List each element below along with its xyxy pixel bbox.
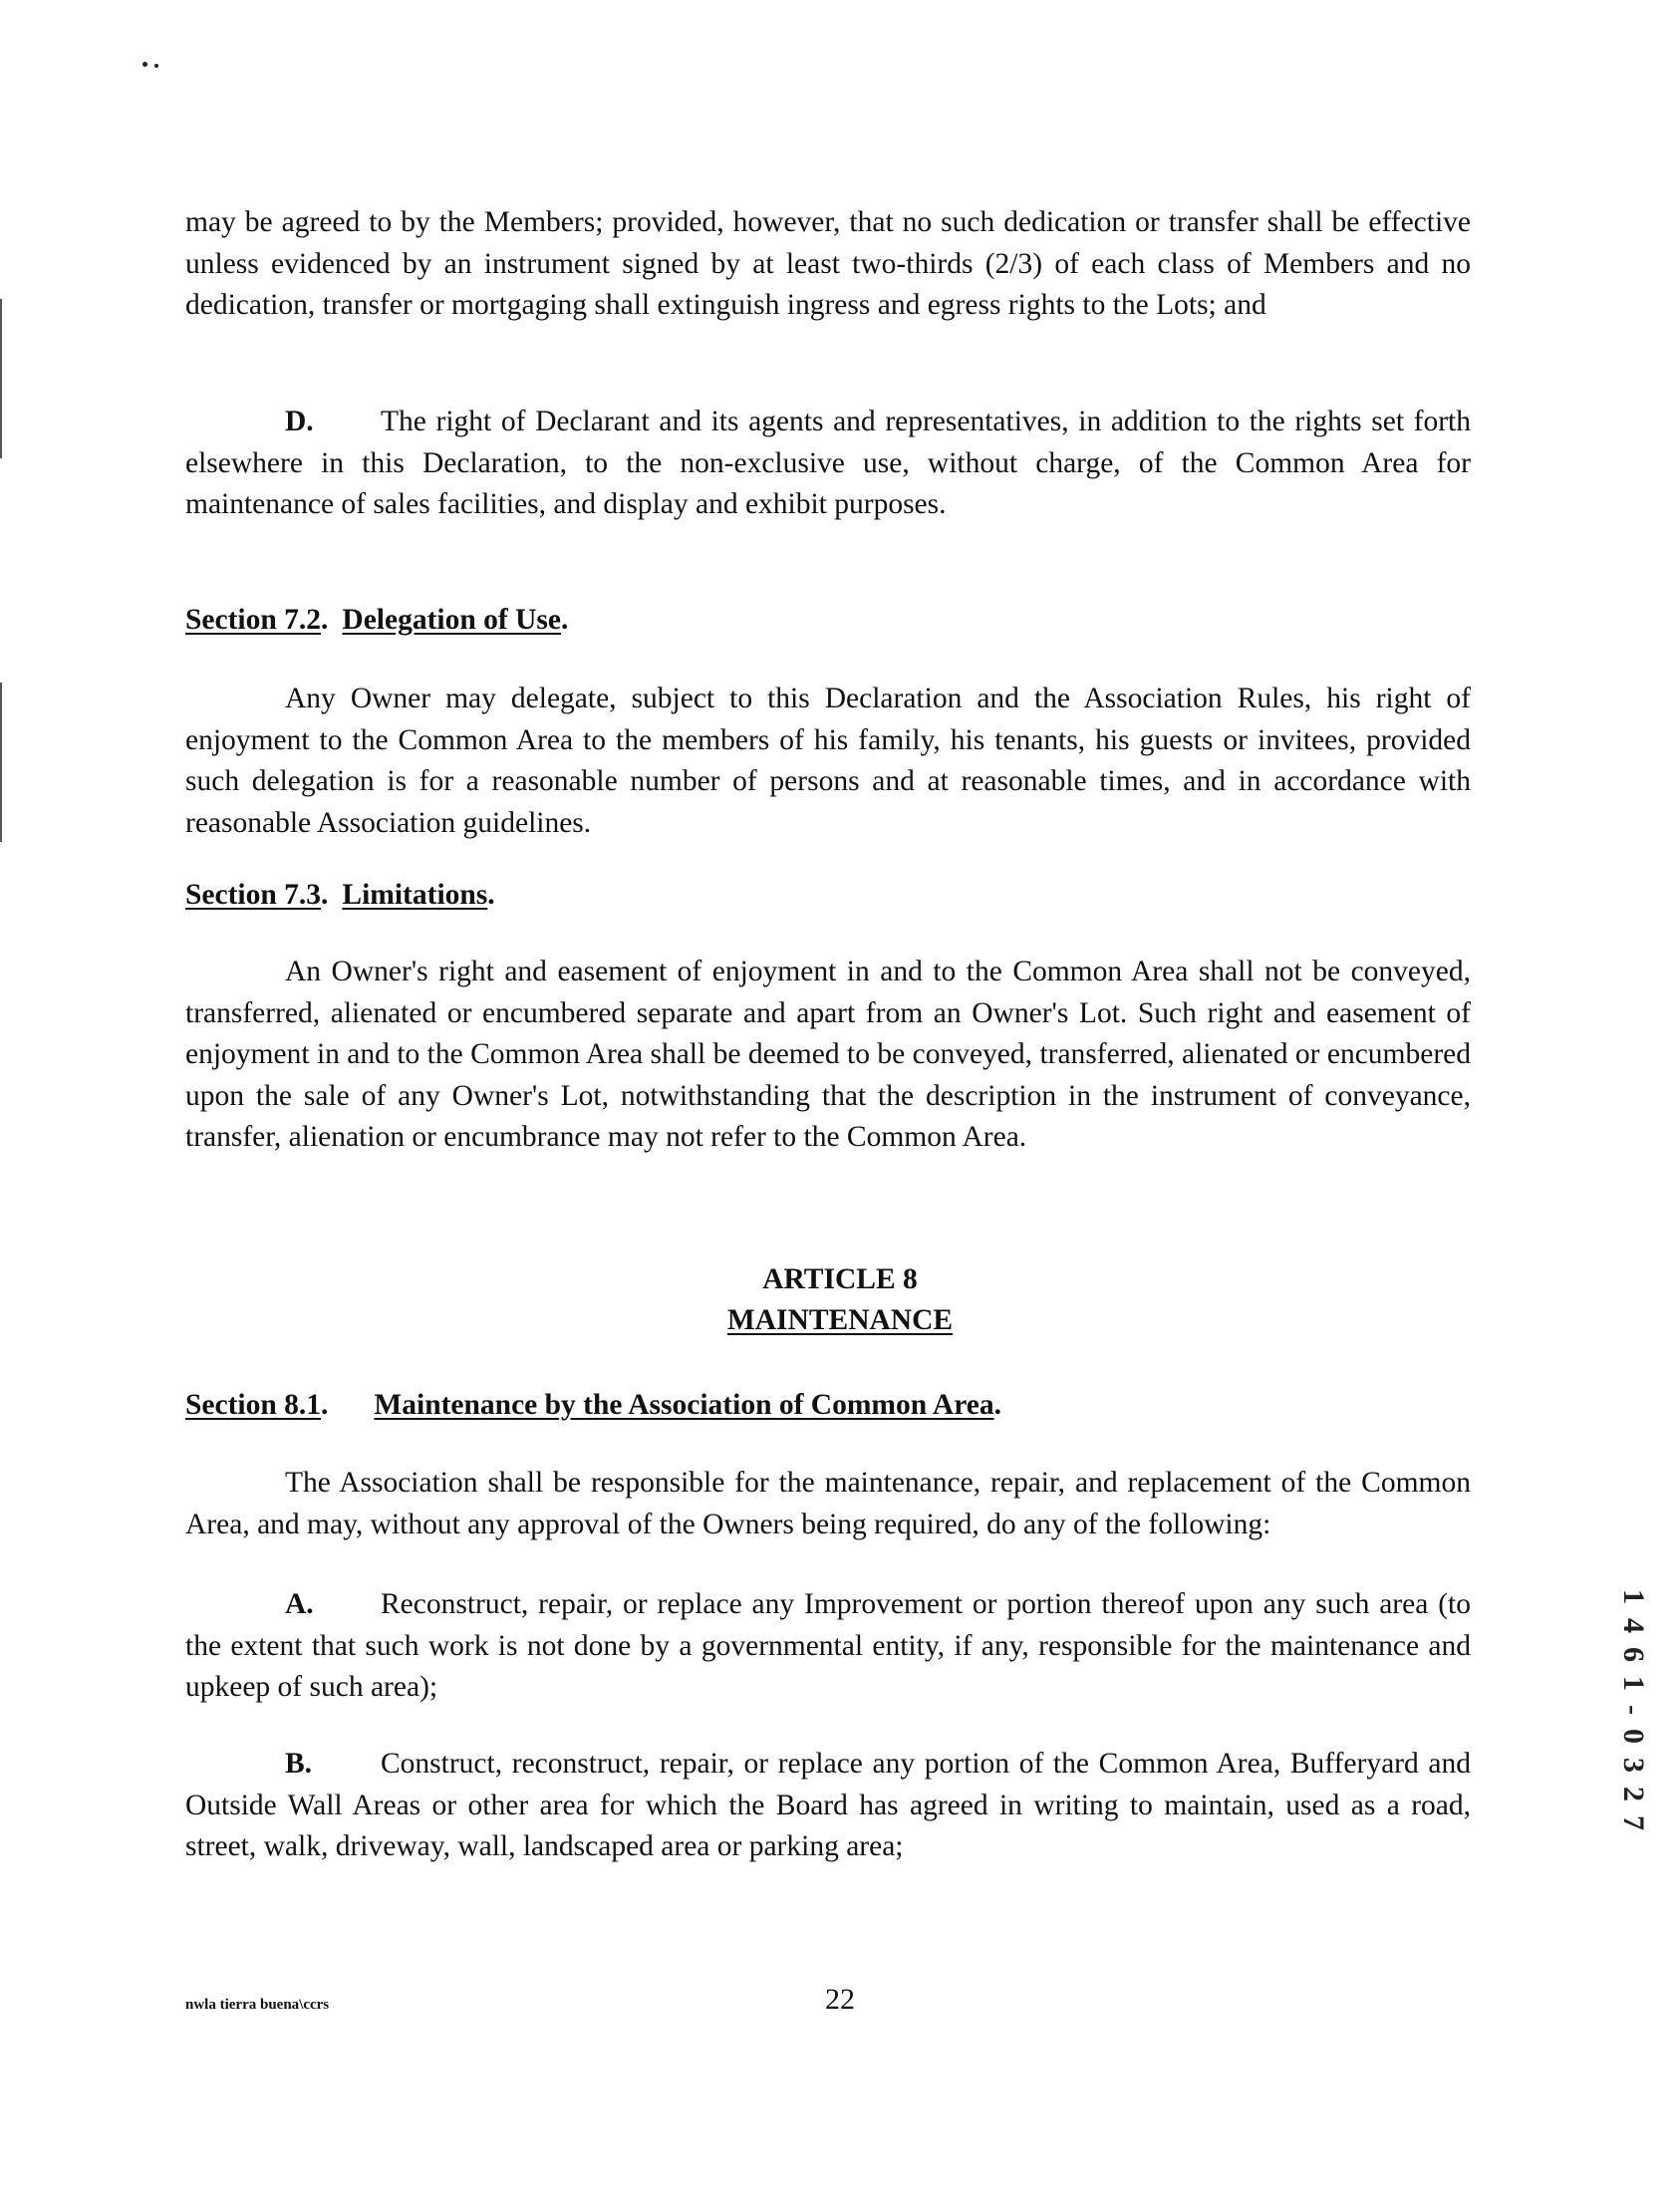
section-7-2-number: Section 7.2: [185, 604, 322, 636]
item-text-a: Reconstruct, repair, or replace any Improvement or portion thereof upon any such area (to the extent that such work is not done by a governmental entity, if any, responsible for the maintenance and upkeep of such area);: [185, 1588, 1471, 1703]
section-8-1-body: The Association shall be responsible for the maintenance, repair, and replacement of the Common Area, and may, without any approval of the Owners being required, do any of the following:: [185, 1467, 1471, 1540]
section-7-2-title: Delegation of Use: [342, 604, 561, 636]
recording-stamp-text: 1461-0327: [1617, 1589, 1650, 1844]
article-title: MAINTENANCE: [726, 1304, 954, 1336]
section-7-3-heading: Section 7.3. Limitations.: [185, 879, 495, 911]
section-7-3-body: An Owner's right and easement of enjoyment in and to the Common Area shall not be conveyed, transferred, alienated or encumbered separate and apart from an Owner's Lot. Such right and easement of enjoyment in and to the Common Area shall be deemed to be conveyed, transferred, alienated or encumbered upon the sale of any Owner's Lot, notwithstanding that the description in the instrument of conveyance, transfer, alienation or encumbrance may not refer to the Common Area.: [185, 956, 1471, 1153]
scan-artifact: [0, 299, 2, 458]
paragraph-d: [185, 402, 1471, 526]
scan-artifact: [142, 62, 147, 67]
paragraph-b: [185, 1744, 1471, 1868]
section-8-1-number: Section 8.1: [185, 1389, 322, 1421]
scan-artifact: [0, 683, 2, 842]
item-label-d: D.: [285, 406, 314, 437]
item-text-d: The right of Declarant and its agents and representatives, in addition to the rights set forth elsewhere in this Declaration, to the non-exclusive use, without charge, of the Common Area for maintenance of sales facilities, and display and exhibit purposes.: [185, 406, 1471, 520]
page-number: 22: [825, 1983, 855, 2016]
item-label-b: B.: [285, 1748, 313, 1780]
article-heading: [0, 1259, 1680, 1341]
paragraph-a: [185, 1584, 1471, 1709]
section-7-2-heading: Section 7.2. Delegation of Use.: [185, 604, 569, 636]
paragraph-continuation: may be agreed to by the Members; provided, however, that no such dedication or transfer shall be effective unless evidenced by an instrument signed by at least two-thirds (2/3) of each class of Members and no dedication, transfer or mortgaging shall extinguish ingress and egress rights to the Lots; and: [185, 206, 1471, 321]
article-number: ARTICLE 8: [762, 1263, 918, 1295]
footer-file-path: nwla tierra buena\ccrs: [185, 1997, 330, 2013]
section-7-3-title: Limitations: [342, 879, 488, 911]
section-7-2-body: Any Owner may delegate, subject to this Declaration and the Association Rules, his right of enjoyment to the Common Area to the members of his family, his tenants, his guests or invitees, provided such delegation is for a reasonable number of persons and at reasonable times, and in accordance with reasonable Association guidelines.: [185, 683, 1471, 839]
item-text-b: Construct, reconstruct, repair, or replace any portion of the Common Area, Bufferyard and Outside Wall Areas or other area for which the Board has agreed in writing to maintain, used as a road, street, walk, driveway, wall, landscaped area or parking area;: [185, 1748, 1471, 1862]
section-8-1-title: Maintenance by the Association of Common Area: [374, 1389, 994, 1421]
section-7-3-number: Section 7.3: [185, 879, 322, 911]
scan-artifact: [154, 64, 158, 68]
item-label-a: A.: [285, 1588, 314, 1620]
section-8-1-heading: Section 8.1. Maintenance by the Association of Common Area.: [185, 1389, 1001, 1421]
recording-stamp: [1614, 1589, 1654, 1988]
